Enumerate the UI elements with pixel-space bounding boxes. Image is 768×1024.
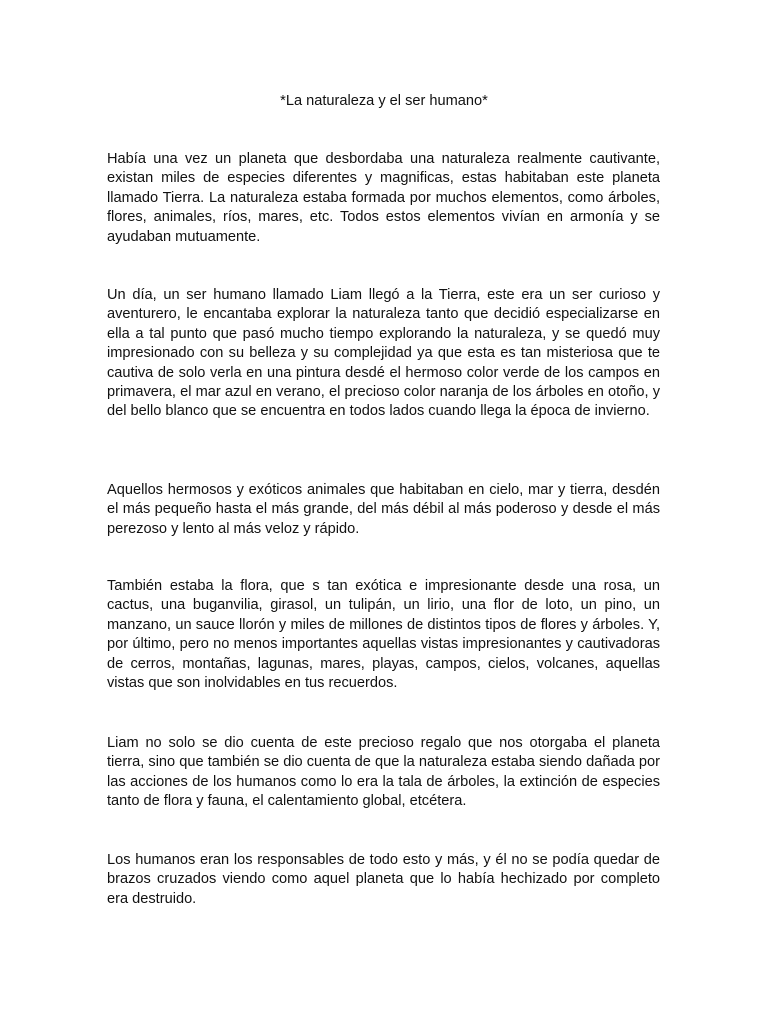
paragraph-6: Los humanos eran los responsables de todo esto y más, y él no se podía quedar de brazos cruzados viendo como aquel planeta que lo había hechizado por completo era destruido. xyxy=(107,852,660,907)
paragraph-2: Un día, un ser humano llamado Liam llegó a la Tierra, este era un ser curioso y aventurero, le encantaba explorar la naturaleza tanto que decidió especializarse en ella a tal punto que pasó mucho tiempo explorando la naturaleza, y se quedó muy impresionado con su belleza y su complejidad ya que esta es tan misteriosa que te cautiva de solo verla en una pintura desdé el hermoso color verde de los campos en primavera, el mar azul en verano, el precioso color naranja de los árboles en otoño, y del bello blanco que se encuentra en todos lados cuando llega la época de invierno. xyxy=(107,287,660,420)
paragraph-5: Liam no solo se dio cuenta de este precioso regalo que nos otorgaba el planeta tierra, sino que también se dio cuenta de que la naturaleza estaba siendo dañada por las acciones de los humanos como lo era la tala de árboles, la extinción de especies tanto de flora y fauna, el calentamiento global, etcétera. xyxy=(107,735,660,810)
paragraph-4: También estaba la flora, que s tan exótica e impresionante desde una rosa, un cactus, una buganvilia, girasol, un tulipán, un lirio, una flor de loto, un pino, un manzano, un sauce llorón y miles de millones de distintos tipos de flores y árboles. Y, por último, pero no menos importantes aquellas vistas impresionantes y cautivadoras de cerros, montañas, lagunas, mares, playas, campos, cielos, volcanes, aquellas vistas que son inolvidables en tus recuerdos. xyxy=(107,578,660,692)
paragraph-3: Aquellos hermosos y exóticos animales que habitaban en cielo, mar y tierra, desdén el más pequeño hasta el más grande, del más débil al más poderoso y desde el más perezoso y lento al más veloz y rápido. xyxy=(107,482,660,537)
document-title: *La naturaleza y el ser humano* xyxy=(280,93,488,109)
paragraph-1: Había una vez un planeta que desbordaba una naturaleza realmente cautivante, existan miles de especies diferentes y magnificas, estas habitaban este planeta llamado Tierra. La naturaleza estaba formada por muchos elementos, como árboles, flores, animales, ríos, mares, etc. Todos estos elementos vivían en armonía y se ayudaban mutuamente. xyxy=(107,151,660,245)
